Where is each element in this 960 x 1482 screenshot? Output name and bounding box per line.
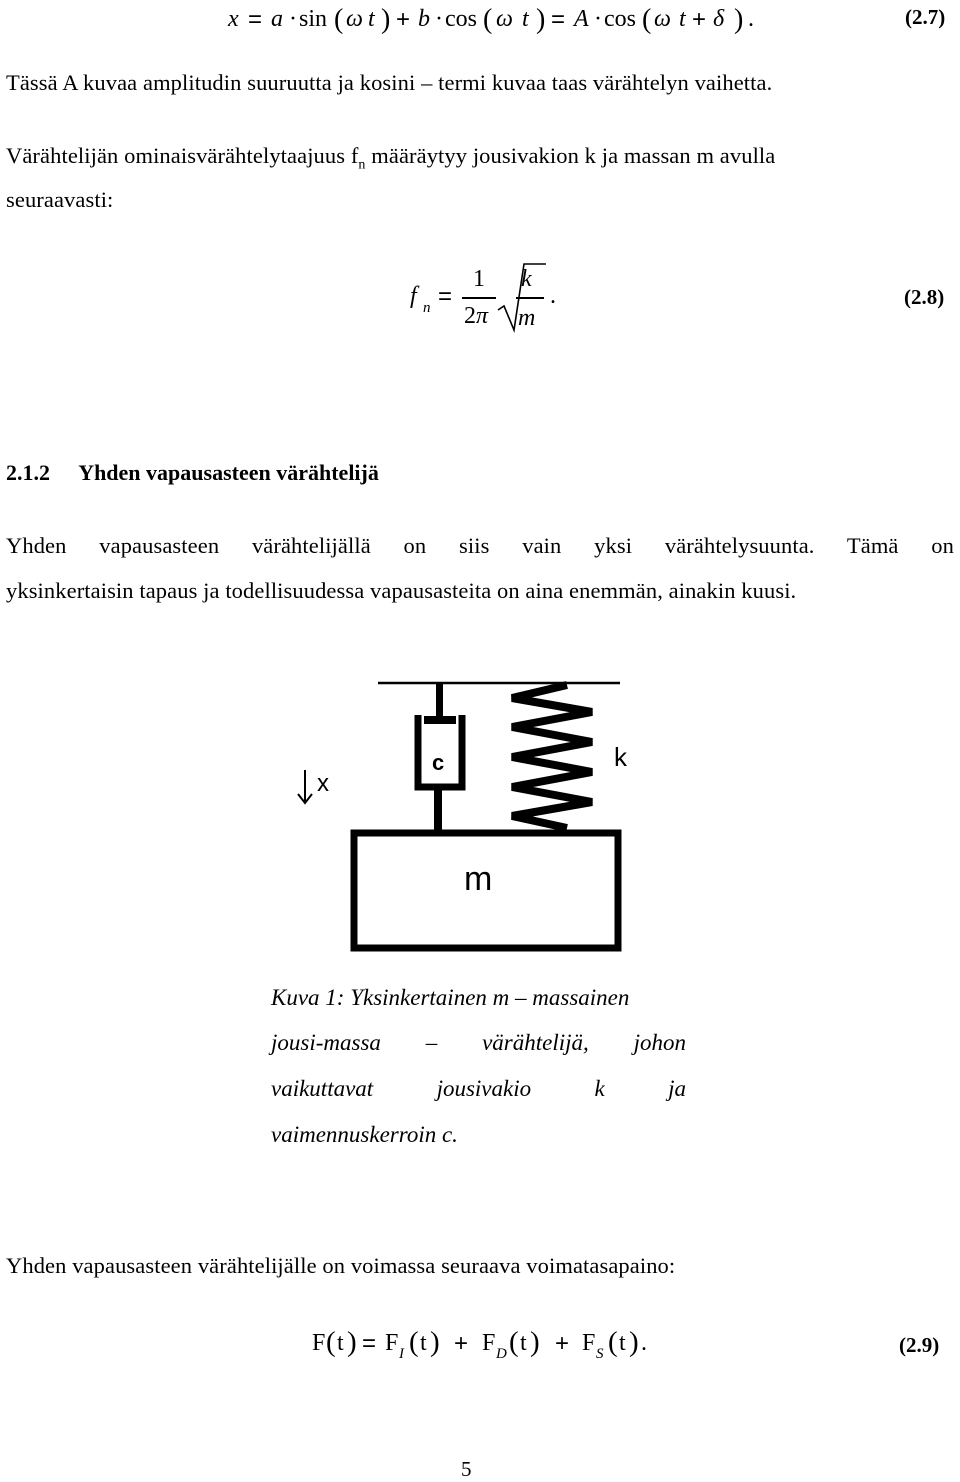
section-number: 2.1.2 <box>6 460 50 485</box>
eq-t: t <box>337 1330 344 1356</box>
paragraph-line: yksinkertaisin tapaus ja todellisuudessa vapausasteita on aina enemmän, ainakin kuusi. <box>6 578 797 603</box>
eq-paren: ) <box>347 1326 357 1358</box>
damper-rod-top <box>436 683 443 718</box>
eq-plus: + <box>555 1330 570 1357</box>
eq-t: t <box>522 6 529 32</box>
eq-equals: = <box>551 6 566 33</box>
eq-f: f <box>410 283 417 309</box>
eq-equals: = <box>438 283 453 310</box>
eq-period: . <box>748 6 754 32</box>
eq-paren: ) <box>530 1326 540 1358</box>
eq-cos: cos <box>445 6 477 32</box>
eq-paren: ( <box>334 4 344 35</box>
eq-plus: + <box>692 6 707 33</box>
eq-equals: = <box>362 1330 377 1357</box>
section-heading <box>6 460 379 486</box>
eq-period: . <box>641 1330 647 1356</box>
eq-b: b <box>418 6 430 32</box>
eq-m: m <box>518 305 536 331</box>
eq-equals: = <box>248 6 263 33</box>
eq-paren: ( <box>608 1326 618 1358</box>
eq-k: k <box>521 266 532 292</box>
text: Värähtelijän ominaisvärähtelytaajuus f <box>6 143 359 168</box>
eq-plus: + <box>454 1330 469 1357</box>
eq-a: a <box>271 6 283 32</box>
equation-number: (2.9) <box>899 1333 940 1357</box>
eq-t: t <box>368 6 375 32</box>
eq-paren: ( <box>409 1326 419 1358</box>
pi: π <box>476 303 489 329</box>
spring-mass-damper-figure <box>0 670 960 960</box>
damper-piston <box>424 716 456 724</box>
eq-subscript: D <box>496 1346 507 1362</box>
eq-omega: ω <box>496 6 513 32</box>
eq-A: A <box>574 6 589 32</box>
eq-period: . <box>550 283 556 309</box>
damper-rod-bottom <box>434 788 442 830</box>
eq-subscript: I <box>399 1346 404 1362</box>
eq-paren: ) <box>629 1326 639 1358</box>
eq-denominator <box>464 303 488 330</box>
eq-plus: + <box>396 6 411 33</box>
eq-sin: sin <box>299 6 328 32</box>
caption-line: vaimennuskerroin c. <box>271 1122 458 1147</box>
eq-t: t <box>619 1330 626 1356</box>
eq-delta: δ <box>713 6 725 32</box>
eq-omega: ω <box>346 6 363 32</box>
eq-t: t <box>679 6 686 32</box>
caption-line: Kuva 1: Yksinkertainen m – massainen <box>271 985 630 1010</box>
eq-t: t <box>420 1330 427 1356</box>
digit: 2 <box>464 303 476 329</box>
spring <box>512 685 592 828</box>
caption-line: vaikuttavat jousivakio k ja <box>271 1076 686 1101</box>
displacement-label: x <box>317 770 329 797</box>
page-number: 5 <box>461 1457 472 1481</box>
equation-number: (2.7) <box>905 5 946 29</box>
equation-number: (2.8) <box>904 285 945 309</box>
paragraph-line: Yhden vapausasteen värähtelijällä on siis vain yksi värähtelysuunta. Tämä on <box>6 533 954 558</box>
mass-label: m <box>464 860 493 898</box>
eq-cos: cos <box>604 6 636 32</box>
spring-label: k <box>614 742 627 772</box>
eq-t: t <box>520 1330 527 1356</box>
eq-F: F <box>482 1330 496 1356</box>
section-title: Yhden vapausasteen värähtelijä <box>78 460 379 485</box>
subscript: n <box>358 157 366 173</box>
eq-paren: ) <box>734 4 744 35</box>
eq-numerator: 1 <box>473 266 485 292</box>
eq-paren: ( <box>326 1326 336 1358</box>
paragraph: Yhden vapausasteen värähtelijälle on voimassa seuraava voimatasapaino: <box>6 1253 676 1278</box>
fraction-bar <box>462 297 496 299</box>
damper-label: c <box>432 750 445 775</box>
eq-dot: · <box>435 6 443 32</box>
text: määräytyy jousivakion k ja massan m avulla <box>365 143 776 168</box>
eq-F: F <box>312 1330 326 1356</box>
eq-omega: ω <box>654 6 671 32</box>
eq-dot: · <box>289 6 297 32</box>
eq-paren: ) <box>536 4 546 35</box>
paragraph: Tässä A kuvaa amplitudin suuruutta ja kosini – termi kuvaa taas värähtelyn vaihetta. <box>6 70 773 95</box>
eq-subscript: S <box>596 1346 604 1362</box>
eq-paren: ( <box>509 1326 519 1358</box>
caption-line: jousi-massa – värähtelijä, johon <box>271 1030 686 1055</box>
paragraph-line <box>6 143 775 174</box>
eq-paren: ( <box>483 4 493 35</box>
eq-F: F <box>582 1330 596 1356</box>
eq-F: F <box>385 1330 399 1356</box>
eq-paren: ) <box>430 1326 440 1358</box>
eq-paren: ( <box>642 4 652 35</box>
eq-paren: ) <box>381 4 391 35</box>
eq-subscript: n <box>423 300 431 316</box>
paragraph-line: seuraavasti: <box>6 187 114 212</box>
fraction-bar <box>516 297 544 299</box>
eq-x: x <box>228 6 239 32</box>
eq-dot: · <box>594 6 602 32</box>
